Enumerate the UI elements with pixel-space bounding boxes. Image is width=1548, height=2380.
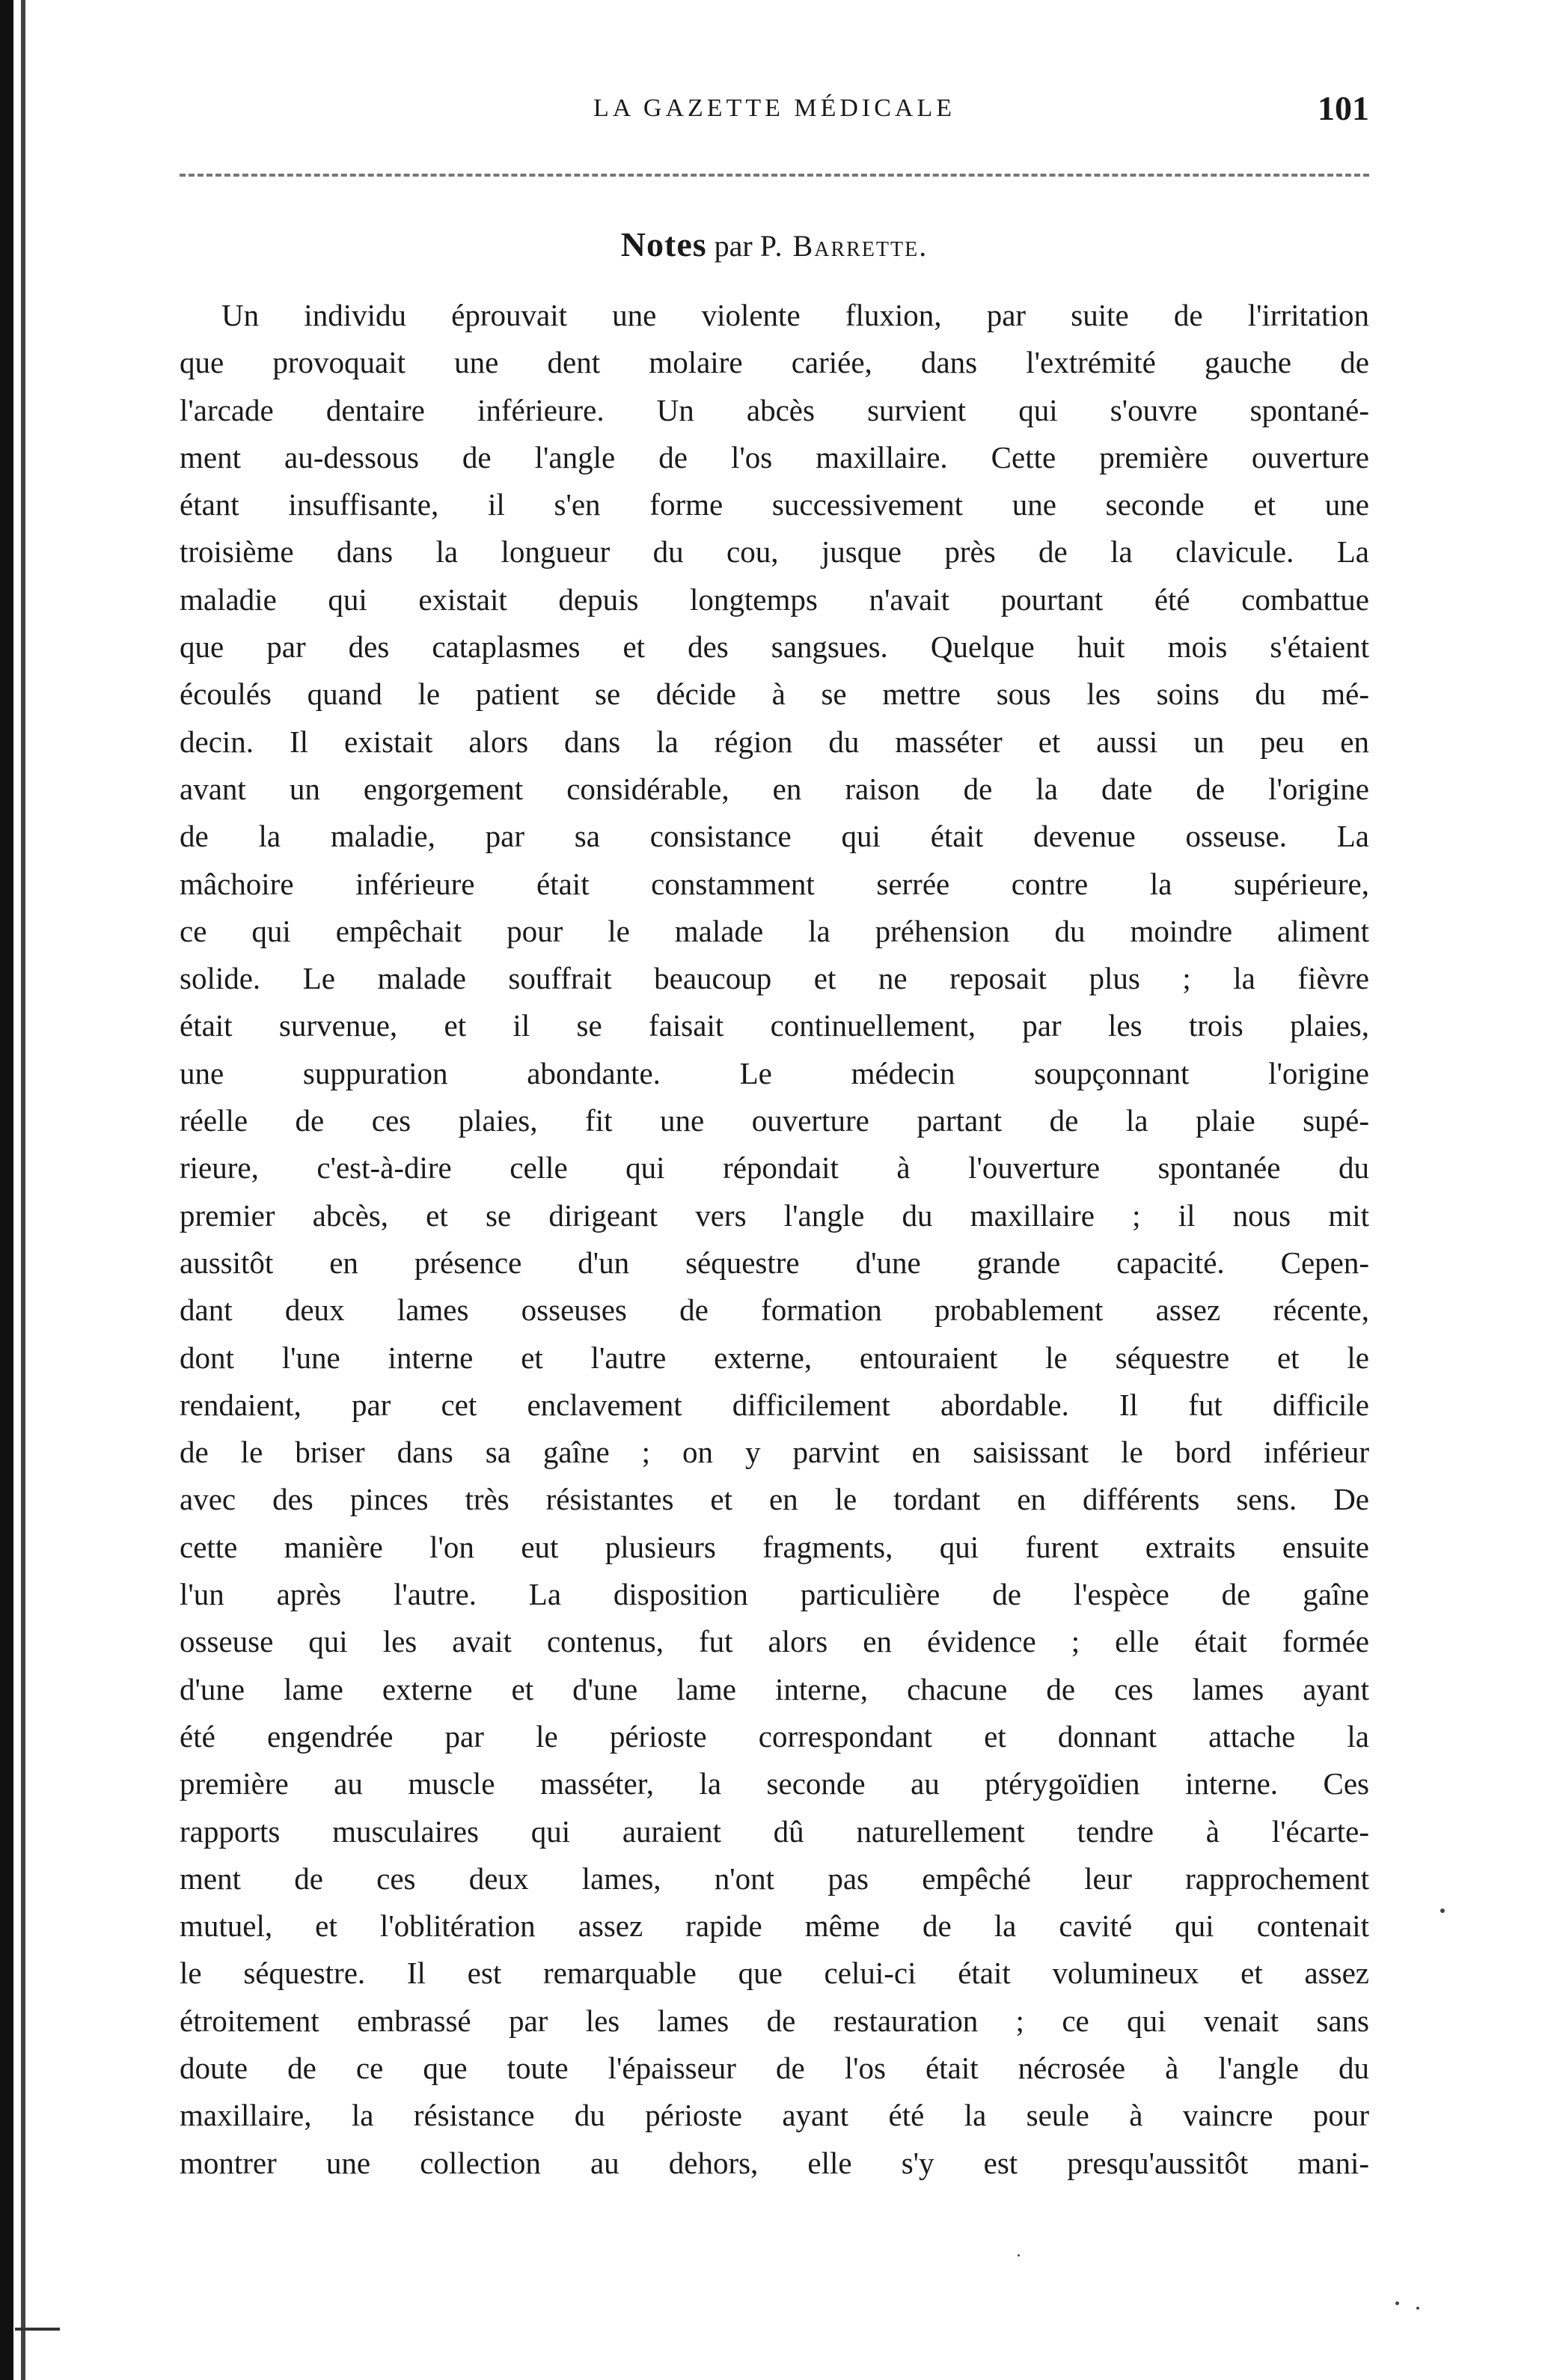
text-line: ment de ces deux lames, n'ont pas empêché leur rapprochement bbox=[180, 1861, 1369, 1896]
section-title bbox=[180, 225, 1369, 264]
page-number: 101 bbox=[1318, 89, 1369, 127]
text-line: réelle de ces plaies, fit une ouverture partant de la plaie supé- bbox=[180, 1103, 1369, 1138]
text-line: l'arcade dentaire inférieure. Un abcès survient qui s'ouvre spontané- bbox=[180, 392, 1369, 427]
text-line: maxillaire, la résistance du périoste ayant été la seule à vaincre pour bbox=[180, 2098, 1369, 2133]
text-line: étant insuffisante, il s'en forme successivement une seconde et une bbox=[180, 487, 1369, 522]
text-line: rapports musculaires qui auraient dû naturellement tendre à l'écarte- bbox=[180, 1813, 1369, 1849]
text-line: osseuse qui les avait contenus, fut alors en évidence ; elle était formée bbox=[180, 1624, 1369, 1659]
text-line: écoulés quand le patient se décide à se mettre sous les soins du mé- bbox=[180, 677, 1369, 712]
text-line: doute de ce que toute l'épaisseur de l'os était nécrosée à l'angle du bbox=[180, 2050, 1369, 2085]
section-author: P. Barrette. bbox=[759, 229, 929, 263]
section-title-by: par bbox=[714, 229, 753, 263]
text-line: dant deux lames osseuses de formation probablement assez récente, bbox=[180, 1293, 1369, 1328]
scan-binding-shadow bbox=[21, 0, 25, 2380]
scan-speck bbox=[1018, 2254, 1020, 2257]
scan-speck bbox=[1440, 1908, 1445, 1913]
text-line: Un individu éprouvait une violente fluxion, par suite de l'irritation bbox=[221, 298, 1369, 332]
text-line: cette manière l'on eut plusieurs fragments, qui furent extraits ensuite bbox=[180, 1529, 1369, 1564]
text-line: rendaient, par cet enclavement difficilement abordable. Il fut difficile bbox=[180, 1387, 1369, 1422]
text-line: ment au-dessous de l'angle de l'os maxillaire. Cette première ouverture bbox=[180, 439, 1369, 475]
text-line: avec des pinces très résistantes et en le tordant en différents sens. De bbox=[180, 1482, 1369, 1517]
running-head: LA GAZETTE MÉDICALE bbox=[593, 94, 956, 122]
text-line: de la maladie, par sa consistance qui était devenue osseuse. La bbox=[180, 819, 1369, 854]
text-line: avant un engorgement considérable, en raison de la date de l'origine bbox=[180, 771, 1369, 806]
text-line: que par des cataplasmes et des sangsues. Quelque huit mois s'étaient bbox=[180, 629, 1369, 665]
scan-corner-mark bbox=[15, 2328, 60, 2331]
text-line: rieure, c'est-à-dire celle qui répondait à l'ouverture spontanée du bbox=[180, 1150, 1369, 1186]
section-title-word: Notes bbox=[620, 225, 707, 263]
text-line: mutuel, et l'oblitération assez rapide même de la cavité qui contenait bbox=[180, 1908, 1369, 1944]
page-header bbox=[180, 88, 1369, 133]
text-line: était survenue, et il se faisait continuellement, par les trois plaies, bbox=[180, 1008, 1369, 1043]
header-rule bbox=[180, 174, 1369, 177]
text-line: solide. Le malade souffrait beaucoup et ne reposait plus ; la fièvre bbox=[180, 961, 1369, 996]
scan-binding-edge bbox=[0, 0, 13, 2380]
text-line: une suppuration abondante. Le médecin soupçonnant l'origine bbox=[180, 1055, 1369, 1090]
text-line: montrer une collection au dehors, elle s'y est presqu'aussitôt mani- bbox=[180, 2145, 1369, 2180]
text-line: premier abcès, et se dirigeant vers l'angle du maxillaire ; il nous mit bbox=[180, 1197, 1369, 1233]
text-line: d'une lame externe et d'une lame interne, chacune de ces lames ayant bbox=[180, 1671, 1369, 1706]
text-line: de le briser dans sa gaîne ; on y parvint en saisissant le bord inférieur bbox=[180, 1435, 1369, 1470]
scan-speck bbox=[1416, 2307, 1419, 2310]
text-line: maladie qui existait depuis longtemps n'avait pourtant été combattue bbox=[180, 582, 1369, 617]
article-body bbox=[180, 292, 1369, 2187]
text-line: première au muscle masséter, la seconde au ptérygoïdien interne. Ces bbox=[180, 1766, 1369, 1801]
text-line: aussitôt en présence d'un séquestre d'une grande capacité. Cepen- bbox=[180, 1245, 1369, 1280]
text-line: decin. Il existait alors dans la région du masséter et aussi un peu en bbox=[180, 724, 1369, 759]
text-line: étroitement embrassé par les lames de restauration ; ce qui venait sans bbox=[180, 2003, 1369, 2038]
text-line: ce qui empêchait pour le malade la préhension du moindre aliment bbox=[180, 913, 1369, 948]
text-line: mâchoire inférieure était constamment serrée contre la supérieure, bbox=[180, 866, 1369, 901]
text-line: que provoquait une dent molaire cariée, dans l'extrémité gauche de bbox=[180, 345, 1369, 380]
text-line: troisième dans la longueur du cou, jusque près de la clavicule. La bbox=[180, 534, 1369, 570]
text-line: le séquestre. Il est remarquable que celui-ci était volumineux et assez bbox=[180, 1956, 1369, 1991]
text-line: l'un après l'autre. La disposition particulière de l'espèce de gaîne bbox=[180, 1577, 1369, 1612]
text-line: dont l'une interne et l'autre externe, entouraient le séquestre et le bbox=[180, 1340, 1369, 1375]
scan-speck bbox=[1395, 2301, 1399, 2305]
text-line: été engendrée par le périoste correspondant et donnant attache la bbox=[180, 1718, 1369, 1754]
